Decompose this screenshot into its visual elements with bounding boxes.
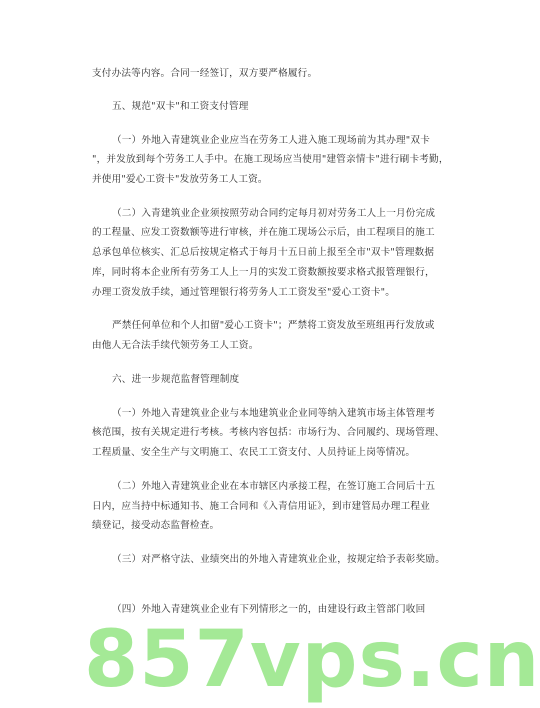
paragraph-line: 绩登记，接受动态监督检查。 [92,520,220,531]
paragraph-line: （三）对严格守法、业绩突出的外地入青建筑业企业，按规定给予表彰奖励。 [112,554,445,565]
paragraph-line: （一）外地入青建筑业企业与本地建筑业企业同等纳入建筑市场主体管理考 [112,408,436,419]
paragraph-line: "，并发放到每个劳务工人手中。在施工现场应当使用"建管亲情卡"进行刷卡考勤， [92,154,449,165]
paragraph-line: 日内，应当持中标通知书、施工合同和《入青信用证》，到市建管局办理工程业 [92,501,430,512]
paragraph-line: 并使用"爱心工资卡"发放劳务工人工资。 [92,174,268,185]
paragraph-line: 由他人无合法手续代领劳务工人工资。 [92,340,259,351]
paragraph-line: 严禁任何单位和个人扣留"爱心工资卡"；严禁将工资发放至班组再行发放或 [112,320,435,331]
section-heading: 六、进一步规范监督管理制度 [112,374,240,385]
paragraph-line: 库，同时将本企业所有劳务工人上一月的实发工资数额按要求格式报管理银行， [92,267,435,278]
paragraph-line: 工程质量、安全生产与文明施工、农民工工资支付、人员持证上岗等情况。 [92,447,416,458]
paragraph-line: 办理工资发放手续，通过管理银行将劳务人工工资发至"爱心工资卡"。 [92,287,396,298]
paragraph-line: 的工程量、应发工资数额等进行审核，并在施工现场公示后，由工程项目的施工 [92,227,435,238]
paragraph-line: （二）外地入青建筑业企业在本市辖区内承接工程，在签订施工合同后十五 [112,481,436,492]
paragraph-line: 总承包单位核实、汇总后按规定格式于每月十五日前上报至全市"双卡"管理数据 [92,247,435,258]
paragraph-line: （二）入青建筑业企业须按照劳动合同约定每月初对劳务工人上一月份完成 [112,208,436,219]
paragraph-line: （四）外地入青建筑业企业有下列情形之一的，由建设行政主管部门收回 [112,604,426,615]
paragraph-line: （一）外地入青建筑业企业应当在劳务工人进入施工现场前为其办理"双卡 [112,135,431,146]
paragraph-line: 支付办法等内容。合同一经签订，双方要严格履行。 [92,68,318,79]
paragraph-line: 核范围，按有关规定进行考核。考核内容包括：市场行为、合同履约、现场管理、 [92,427,445,438]
watermark-text: 857vps.cn [84,615,540,705]
section-heading: 五、规范"双卡"和工资支付管理 [112,101,249,112]
